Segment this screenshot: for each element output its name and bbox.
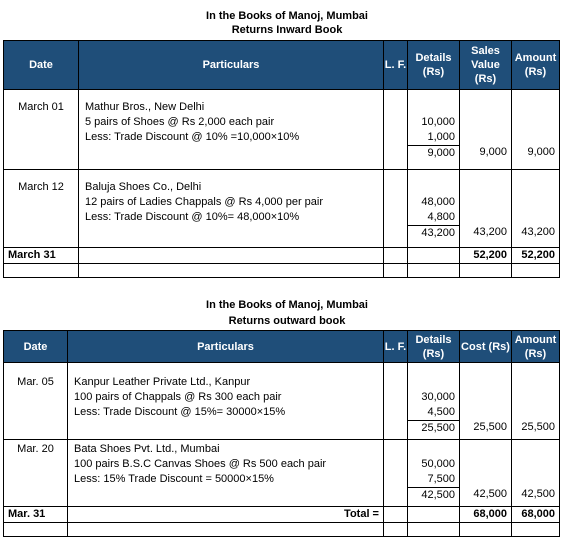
goods-description: 12 pairs of Ladies Chappals @ Rs 4,000 per pair (85, 196, 324, 208)
inward-entry-date-cell (4, 90, 79, 170)
outward-entry-cost (460, 363, 512, 440)
party-name: Baluja Shoes Co., Delhi (85, 181, 202, 193)
goods-description: 100 pairs of Chappals @ Rs 300 each pair (74, 391, 282, 403)
inward-book-subtitle: Returns Inward Book (231, 24, 343, 36)
inward-book-title: In the Books of Manoj, Mumbai (206, 10, 368, 22)
inward-header-particulars: Particulars (79, 41, 384, 90)
amount-value: 43,200 (521, 226, 555, 238)
net-value: 43,200 (408, 225, 459, 241)
outward-header-details: Details (Rs) (408, 331, 460, 363)
gross-value: 10,000 (421, 116, 455, 128)
inward-entry-amount (512, 170, 560, 248)
inward-entry-sales-value (460, 170, 512, 248)
amount-value: 42,500 (521, 488, 555, 500)
outward-total-cost: 68,000 (460, 507, 512, 523)
inward-entry-row (4, 170, 560, 248)
outward-total-row (4, 507, 560, 523)
outward-header-cost: Cost (Rs) (460, 331, 512, 363)
party-name: Kanpur Leather Private Ltd., Kanpur (74, 376, 251, 388)
party-name: Mathur Bros., New Delhi (85, 101, 205, 113)
inward-entry-particulars (79, 170, 384, 248)
discount-description: Less: 15% Trade Discount = 50000×15% (74, 473, 274, 485)
cost-value: 42,500 (473, 488, 507, 500)
outward-header-particulars: Particulars (68, 331, 384, 363)
gross-value: 50,000 (421, 458, 455, 470)
inward-header-amount: Amount (Rs) (512, 41, 560, 90)
outward-entry-lf (384, 363, 408, 440)
net-value: 42,500 (408, 487, 459, 503)
outward-entry-row (4, 440, 560, 507)
goods-description: 5 pairs of Shoes @ Rs 2,000 each pair (85, 116, 275, 128)
outward-entry-particulars (68, 440, 384, 507)
inward-total-lf (384, 248, 408, 264)
discount-description: Less: Trade Discount @ 15%= 30000×15% (74, 406, 286, 418)
inward-header-lf: L. F. (384, 41, 408, 90)
outward-header-row (4, 331, 560, 363)
goods-description: 100 pairs B.S.C Canvas Shoes @ Rs 500 each pair (74, 458, 327, 470)
inward-entry-date: March 01 (18, 101, 64, 113)
inward-total-row (4, 248, 560, 264)
outward-header-amount: Amount (Rs) (512, 331, 560, 363)
discount-value: 7,500 (427, 473, 455, 485)
inward-entry-row (4, 90, 560, 170)
cost-value: 25,500 (473, 421, 507, 433)
inward-empty-row (4, 264, 560, 278)
outward-entry-row (4, 363, 560, 440)
inward-entry-amount (512, 90, 560, 170)
outward-entry-date: Mar. 20 (17, 443, 54, 455)
inward-entry-date: March 12 (18, 181, 64, 193)
outward-total-label: Total = (68, 507, 384, 523)
outward-entry-particulars (68, 363, 384, 440)
outward-entry-date-cell (4, 440, 68, 507)
inward-entry-details (408, 170, 460, 248)
inward-header-details: Details (Rs) (408, 41, 460, 90)
outward-header-date: Date (4, 331, 68, 363)
outward-book-title: In the Books of Manoj, Mumbai (206, 299, 368, 311)
net-value: 9,000 (408, 145, 459, 161)
inward-total-label (79, 248, 384, 264)
discount-value: 1,000 (427, 131, 455, 143)
outward-entry-date: Mar. 05 (17, 376, 54, 388)
outward-book-subtitle: Returns outward book (228, 315, 346, 327)
inward-entry-details (408, 90, 460, 170)
amount-value: 25,500 (521, 421, 555, 433)
outward-entry-amount (512, 363, 560, 440)
gross-value: 30,000 (421, 391, 455, 403)
outward-total-date: Mar. 31 (4, 507, 68, 523)
inward-total-date: March 31 (4, 248, 79, 264)
sales-value: 43,200 (473, 226, 507, 238)
inward-header-date: Date (4, 41, 79, 90)
outward-entry-amount (512, 440, 560, 507)
outward-entry-cost (460, 440, 512, 507)
inward-entry-lf (384, 90, 408, 170)
gross-value: 48,000 (421, 196, 455, 208)
outward-header-lf: L. F. (384, 331, 408, 363)
inward-header-sales-value: Sales Value (Rs) (460, 41, 512, 90)
discount-description: Less: Trade Discount @ 10%= 48,000×10% (85, 211, 300, 223)
outward-entry-date-cell (4, 363, 68, 440)
outward-total-amount: 68,000 (512, 507, 560, 523)
outward-total-details (408, 507, 460, 523)
outward-empty-row (4, 523, 560, 537)
inward-entry-sales-value (460, 90, 512, 170)
inward-entry-lf (384, 170, 408, 248)
returns-inward-table (3, 40, 560, 278)
net-value: 25,500 (408, 420, 459, 436)
outward-entry-details (408, 440, 460, 507)
discount-description: Less: Trade Discount @ 10% =10,000×10% (85, 131, 300, 143)
inward-entry-particulars (79, 90, 384, 170)
amount-value: 9,000 (527, 146, 555, 158)
sales-value: 9,000 (479, 146, 507, 158)
discount-value: 4,800 (427, 211, 455, 223)
outward-entry-lf (384, 440, 408, 507)
discount-value: 4,500 (427, 406, 455, 418)
inward-entry-date-cell (4, 170, 79, 248)
inward-total-details (408, 248, 460, 264)
outward-total-lf (384, 507, 408, 523)
inward-header-row (4, 41, 560, 90)
inward-total-amount: 52,200 (512, 248, 560, 264)
outward-entry-details (408, 363, 460, 440)
returns-outward-table (3, 330, 560, 537)
inward-total-sales-value: 52,200 (460, 248, 512, 264)
party-name: Bata Shoes Pvt. Ltd., Mumbai (74, 443, 220, 455)
